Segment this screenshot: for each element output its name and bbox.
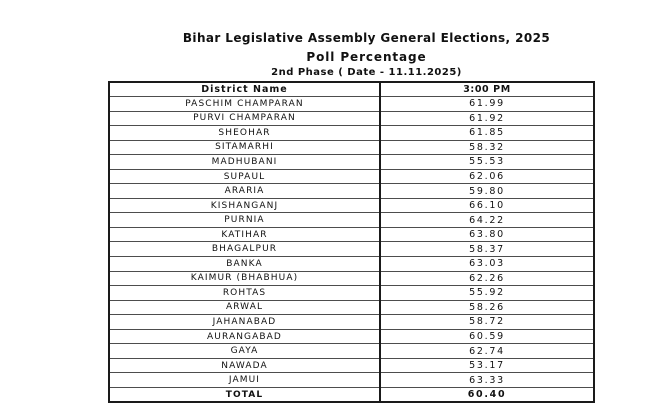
- poll-percentage-table: [108, 81, 595, 403]
- poll-percentage-cell: 63.03: [380, 257, 594, 272]
- poll-percentage-cell: 55.53: [380, 155, 594, 170]
- district-name-cell: JAHANABAD: [109, 315, 380, 330]
- poll-percentage-cell: 59.80: [380, 184, 594, 199]
- district-name-cell: JAMUI: [109, 373, 380, 388]
- table-row: [109, 286, 594, 301]
- table-row: [109, 111, 594, 126]
- total-row: [109, 387, 594, 402]
- total-value-cell: 60.40: [380, 387, 594, 402]
- poll-percentage-cell: 58.26: [380, 300, 594, 315]
- table-row: [109, 126, 594, 141]
- table-row: [109, 271, 594, 286]
- district-name-cell: BHAGALPUR: [109, 242, 380, 257]
- total-label-cell: TOTAL: [109, 387, 380, 402]
- district-name-cell: KAIMUR (BHABHUA): [109, 271, 380, 286]
- district-name-cell: KATIHAR: [109, 227, 380, 242]
- table-body: [109, 97, 594, 388]
- table-row: [109, 315, 594, 330]
- column-header-district-name: District Name: [109, 82, 380, 97]
- district-name-cell: PASCHIM CHAMPARAN: [109, 97, 380, 112]
- phase-date-line: 2nd Phase ( Date - 11.11.2025): [271, 67, 462, 78]
- poll-percentage-cell: 58.72: [380, 315, 594, 330]
- table-row: [109, 373, 594, 388]
- poll-percentage-cell: 61.99: [380, 97, 594, 112]
- district-name-cell: NAWADA: [109, 358, 380, 373]
- district-name-cell: ROHTAS: [109, 286, 380, 301]
- poll-percentage-cell: 64.22: [380, 213, 594, 228]
- district-name-cell: SUPAUL: [109, 169, 380, 184]
- poll-percentage-cell: 58.37: [380, 242, 594, 257]
- district-name-cell: GAYA: [109, 344, 380, 359]
- column-header-3pm: 3:00 PM: [380, 82, 594, 97]
- district-name-cell: PURNIA: [109, 213, 380, 228]
- district-name-cell: KISHANGANJ: [109, 198, 380, 213]
- table-row: [109, 184, 594, 199]
- table-row: [109, 242, 594, 257]
- poll-percentage-cell: 58.32: [380, 140, 594, 155]
- table-row: [109, 140, 594, 155]
- district-name-cell: SHEOHAR: [109, 126, 380, 141]
- poll-percentage-cell: 63.80: [380, 227, 594, 242]
- poll-percentage-cell: 62.26: [380, 271, 594, 286]
- district-name-cell: ARARIA: [109, 184, 380, 199]
- document-header: [83, 31, 650, 78]
- table-header: [109, 82, 594, 97]
- poll-percentage-cell: 62.74: [380, 344, 594, 359]
- district-name-cell: MADHUBANI: [109, 155, 380, 170]
- table-row: [109, 155, 594, 170]
- table-row: [109, 257, 594, 272]
- table-header-row: [109, 82, 594, 97]
- table-row: [109, 198, 594, 213]
- poll-percentage-cell: 63.33: [380, 373, 594, 388]
- table-row: [109, 227, 594, 242]
- poll-percentage-cell: 55.92: [380, 286, 594, 301]
- table-footer: [109, 387, 594, 402]
- district-name-cell: ARWAL: [109, 300, 380, 315]
- poll-percentage-cell: 62.06: [380, 169, 594, 184]
- poll-percentage-cell: 61.92: [380, 111, 594, 126]
- district-name-cell: BANKA: [109, 257, 380, 272]
- table-row: [109, 344, 594, 359]
- table-row: [109, 97, 594, 112]
- table-row: [109, 169, 594, 184]
- table-row: [109, 358, 594, 373]
- page-title: Bihar Legislative Assembly General Elections, 2025: [182, 31, 551, 45]
- district-name-cell: PURVI CHAMPARAN: [109, 111, 380, 126]
- table-row: [109, 300, 594, 315]
- poll-percentage-cell: 53.17: [380, 358, 594, 373]
- poll-percentage-cell: 61.85: [380, 126, 594, 141]
- poll-percentage-cell: 66.10: [380, 198, 594, 213]
- page-subtitle: Poll Percentage: [306, 50, 427, 64]
- district-name-cell: SITAMARHI: [109, 140, 380, 155]
- table-row: [109, 329, 594, 344]
- table-row: [109, 213, 594, 228]
- district-name-cell: AURANGABAD: [109, 329, 380, 344]
- poll-percentage-cell: 60.59: [380, 329, 594, 344]
